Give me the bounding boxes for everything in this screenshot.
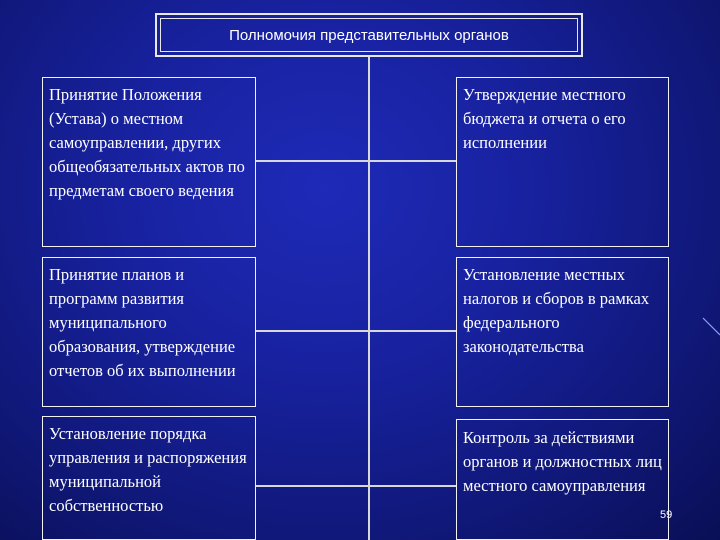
left-box-2: Принятие планов и программ развития муниципального образования, утверждение отчетов об их выполнении bbox=[42, 257, 256, 407]
center-vertical-connector bbox=[368, 57, 370, 540]
decor-line bbox=[703, 318, 720, 335]
right-box-2: Установление местных налогов и сборов в рамках федерального законодательства bbox=[456, 257, 669, 407]
connector-row2 bbox=[256, 330, 456, 332]
diagram-title: Полномочия представительных органов bbox=[160, 18, 578, 52]
right-box-3: Контроль за действиями органов и должностных лиц местного самоуправления bbox=[456, 419, 669, 540]
left-box-1: Принятие Положения (Устава) о местном самоуправлении, других общеобязательных актов по предметам своего ведения bbox=[42, 77, 256, 247]
diagram-title-frame bbox=[155, 13, 583, 57]
connector-row3 bbox=[256, 485, 456, 487]
left-box-3: Установление порядка управления и распоряжения муниципальной собственностью bbox=[42, 416, 256, 540]
slide-number: 59 bbox=[660, 509, 673, 521]
connector-row1 bbox=[256, 160, 456, 162]
right-box-1: Утверждение местного бюджета и отчета о его исполнении bbox=[456, 77, 669, 247]
